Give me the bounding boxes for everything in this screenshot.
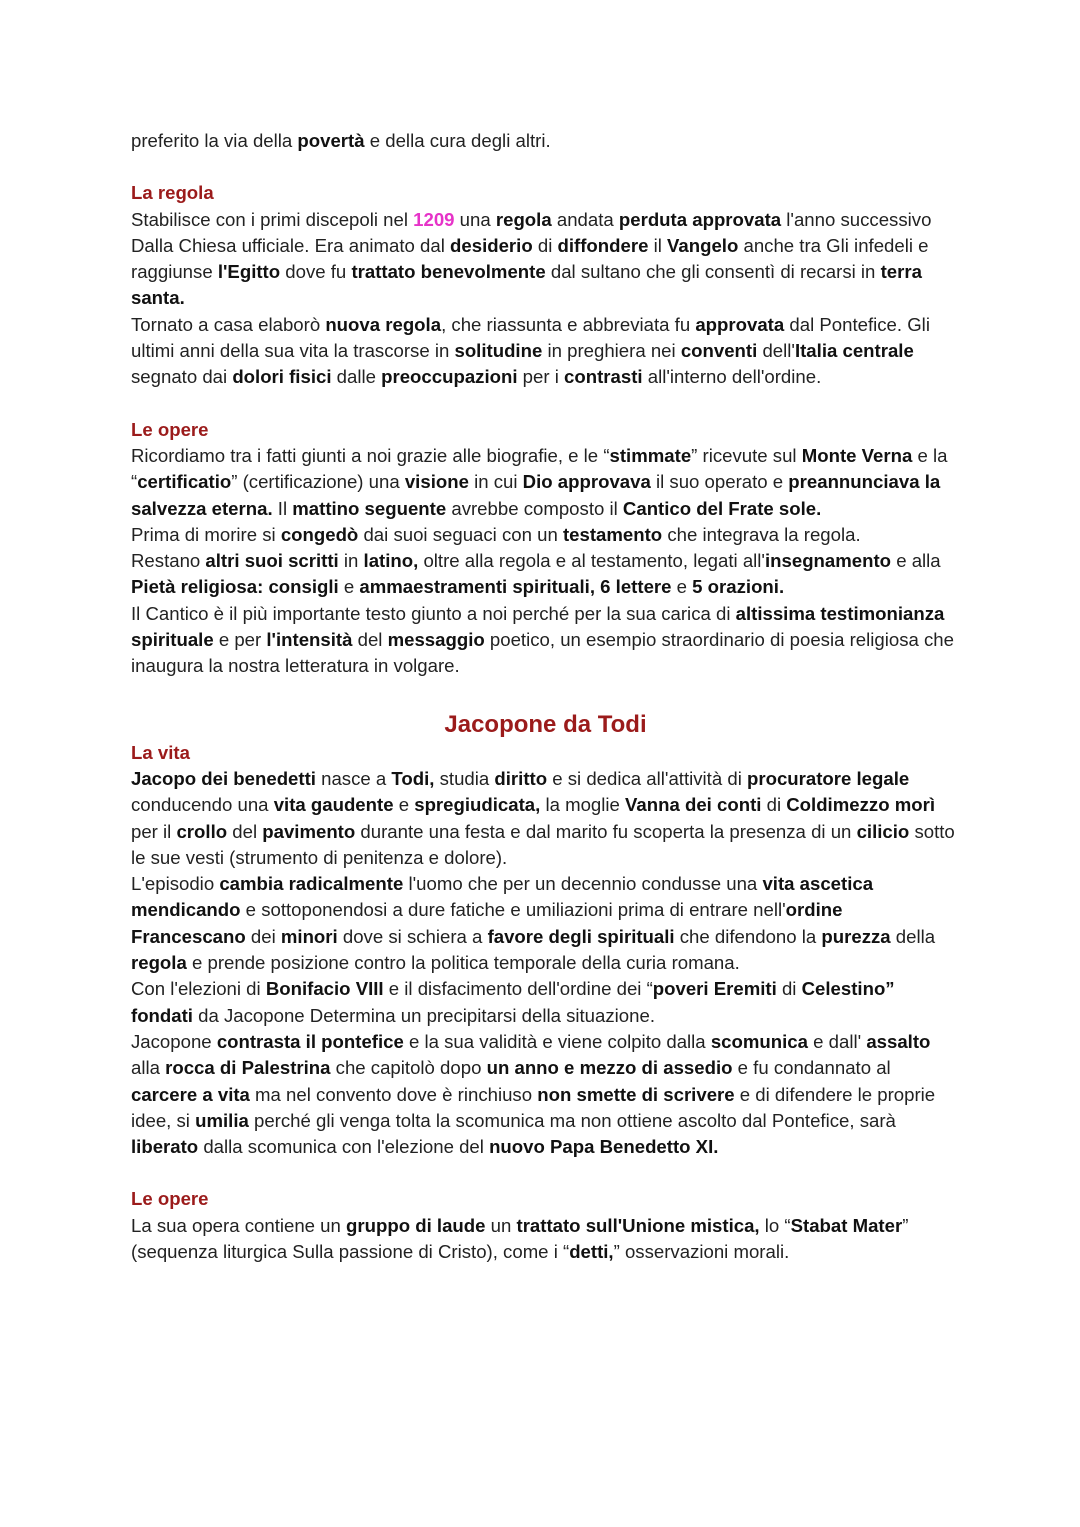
bold-text: Celestino” fondati <box>131 978 895 1026</box>
text-run: alla <box>131 1057 166 1079</box>
bold-text: testamento <box>562 523 663 545</box>
bold-text: vita ascetica mendicando <box>131 873 874 921</box>
text-run: e sottoponendosi a dure fatiche e umiliazioni prima di entrare nell' <box>240 899 786 921</box>
text-run: Tornato a casa elaborò <box>131 313 326 335</box>
text-run: in preghiera nei <box>542 340 681 362</box>
section-heading: Le opere <box>131 1188 209 1210</box>
bold-text: spregiudicata, <box>414 794 541 816</box>
text-run: la moglie <box>540 794 626 816</box>
bold-text: approvata <box>695 313 785 335</box>
paragraph <box>131 522 960 548</box>
section-heading: La vita <box>131 741 190 763</box>
text-run: Il <box>272 497 293 519</box>
text-run: per il <box>131 820 177 842</box>
text-run: e il disfacimento dell'ordine dei “ <box>383 978 653 1000</box>
text-run: che difendono la <box>674 925 822 947</box>
bold-text: diritto <box>494 767 548 789</box>
bold-text: assalto <box>866 1030 931 1052</box>
text-run: e la “ <box>131 444 948 493</box>
bold-text: l'Egitto <box>217 261 281 283</box>
bold-text: mattino seguente <box>292 497 447 519</box>
bold-text: desiderio <box>450 234 533 256</box>
bold-text: minori <box>280 925 338 947</box>
bold-text: gruppo di laude <box>346 1214 486 1236</box>
bold-text: povertà <box>297 130 365 151</box>
bold-text: Coldimezzo morì <box>786 794 936 816</box>
text-run: poetico, un esempio straordinario di poesia religiosa che inaugura la nostra letteratura in volgare. <box>131 629 954 677</box>
paragraph <box>131 1029 960 1160</box>
section-jacopone-opere <box>131 1186 960 1265</box>
bold-text: solitudine <box>454 340 543 362</box>
text-run: della <box>890 925 936 947</box>
text-run: che integrava la regola. <box>662 523 861 545</box>
bold-text: poveri Eremiti <box>652 978 777 1000</box>
bold-text: altissima testimonianza spirituale <box>131 602 945 651</box>
text-run: il <box>648 234 668 256</box>
text-run: dell' <box>757 340 795 362</box>
bold-text: ammaestramenti spirituali, 6 lettere <box>359 576 672 598</box>
text-run: un <box>485 1214 517 1236</box>
section-la-vita <box>131 740 960 1161</box>
paragraph <box>131 207 960 312</box>
text-run: dalle <box>331 366 382 388</box>
text-run: L'episodio <box>131 873 220 895</box>
text-run: in cui <box>468 471 523 493</box>
bold-text: umilia <box>195 1109 249 1131</box>
text-run: dalla scomunica con l'elezione del <box>198 1136 490 1158</box>
text-run: e di difendere le proprie idee, si <box>131 1083 936 1131</box>
text-run: lo “ <box>759 1214 791 1236</box>
text-run: di <box>776 978 802 1000</box>
text-run: e della cura degli altri. <box>364 130 551 151</box>
bold-text: detti, <box>569 1240 614 1262</box>
highlighted-text: 1209 <box>413 208 455 230</box>
paragraph <box>131 871 960 976</box>
paragraph <box>131 601 960 680</box>
bold-text: rocca di Palestrina <box>165 1057 331 1079</box>
section-la-regola <box>131 180 960 390</box>
bold-text: Vangelo <box>667 234 739 256</box>
bold-text: preoccupazioni <box>381 366 518 388</box>
paragraph <box>131 548 960 601</box>
bold-text: Stabat Mater <box>790 1214 903 1236</box>
text-run: da Jacopone Determina un precipitarsi della situazione. <box>192 1004 655 1026</box>
text-run: ” osservazioni morali. <box>613 1240 790 1262</box>
text-run: e <box>671 576 693 598</box>
bold-text: un anno e mezzo di assedio <box>486 1057 733 1079</box>
bold-text: vita gaudente <box>273 794 394 816</box>
bold-text: scomunica <box>710 1030 808 1052</box>
bold-text: Italia centrale <box>794 340 914 362</box>
text-run: che capitolò dopo <box>330 1057 487 1079</box>
text-run: e prende posizione contro la politica temporale della curia romana. <box>186 952 740 974</box>
bold-text: ordine Francescano <box>131 899 843 947</box>
bold-text: conventi <box>680 340 758 362</box>
text-run: ma nel convento dove è rinchiuso <box>249 1083 538 1105</box>
paragraph <box>131 766 960 871</box>
bold-text: certificatio <box>137 471 232 493</box>
bold-text: 5 orazioni. <box>692 576 785 598</box>
bold-text: nuovo Papa Benedetto XI. <box>489 1136 719 1158</box>
text-run: Il Cantico è il più importante testo giunto a noi perché per la sua carica di <box>131 602 736 624</box>
text-run: dove fu <box>280 261 352 283</box>
bold-text: diffondere <box>557 234 649 256</box>
bold-text: contrasta il pontefice <box>216 1030 404 1052</box>
text-run: e fu condannato al <box>732 1057 891 1079</box>
text-run: ” ricevute sul <box>691 444 802 466</box>
text-run: ” (sequenza liturgica Sulla passione di Cristo), come i “ <box>131 1214 909 1262</box>
bold-text: visione <box>404 471 469 493</box>
bold-text: latino, <box>363 550 419 572</box>
section-heading: Le opere <box>131 418 209 440</box>
text-run: in <box>338 550 364 572</box>
text-run: conducendo una <box>131 794 274 816</box>
text-run: perché gli venga tolta la scomunica ma non ottiene ascolto dal Pontefice, sarà <box>248 1109 896 1131</box>
text-run: del <box>352 629 388 651</box>
text-run: il suo operato e <box>650 471 789 493</box>
paragraph <box>131 976 960 1029</box>
bold-text: Vanna dei conti <box>625 794 762 816</box>
bold-text: purezza <box>821 925 891 947</box>
text-run: Prima di morire si <box>131 523 281 545</box>
bold-text: cambia radicalmente <box>219 873 404 895</box>
bold-text: stimmate <box>609 444 692 466</box>
text-run: La sua opera contiene un <box>131 1214 347 1236</box>
text-run: preferito la via della <box>131 130 298 151</box>
bold-text: crollo <box>176 820 228 842</box>
intro-paragraph <box>131 128 960 154</box>
bold-text: terra santa. <box>131 261 922 309</box>
text-run: , che riassunta e abbreviata fu <box>441 313 696 335</box>
text-run: Restano <box>131 550 206 572</box>
text-run: e la sua validità e viene colpito dalla <box>403 1030 711 1052</box>
text-run: dei <box>245 925 281 947</box>
bold-text: carcere a vita <box>131 1083 250 1105</box>
text-run: dal Pontefice. Gli ultimi anni della sua vita la trascorse in <box>131 313 930 362</box>
text-run: per i <box>517 366 565 388</box>
text-run: di <box>532 234 558 256</box>
bold-text: perduta approvata <box>618 208 782 230</box>
bold-text: regola <box>131 952 187 974</box>
bold-text: liberato <box>131 1136 199 1158</box>
bold-text: pavimento <box>262 820 356 842</box>
text-run: e per <box>213 629 267 651</box>
text-run: Stabilisce con i primi discepoli nel <box>131 208 414 230</box>
bold-text: trattato benevolmente <box>351 261 546 283</box>
text-run: durante una festa e dal marito fu scoperta la presenza di un <box>355 820 857 842</box>
bold-text: congedò <box>280 523 359 545</box>
bold-text: Pietà religiosa: consigli <box>131 576 339 598</box>
text-run: l'anno successivo Dalla Chiesa ufficiale. Era animato dal <box>131 208 932 256</box>
bold-text: Todi, <box>391 767 435 789</box>
bold-text: procuratore legale <box>747 767 910 789</box>
bold-text: l'intensità <box>266 629 353 651</box>
bold-text: favore degli spirituali <box>487 925 675 947</box>
bold-text: preannunciava la salvezza eterna. <box>131 471 941 519</box>
text-run: Con l'elezioni di <box>131 978 266 1000</box>
text-run: dai suoi seguaci con un <box>358 523 563 545</box>
bold-text: Cantico del Frate sole. <box>622 497 822 519</box>
section-heading: La regola <box>131 182 214 204</box>
bold-text: Jacopo dei benedetti <box>131 767 316 789</box>
text-run: oltre alla regola e al testamento, legati all' <box>418 550 765 572</box>
text-run: studia <box>434 767 495 789</box>
text-run: andata <box>551 208 619 230</box>
text-run: segnato dai <box>131 366 233 388</box>
bold-text: Bonifacio VIII <box>265 978 384 1000</box>
bold-text: cilicio <box>856 820 910 842</box>
text-run: dove si schiera a <box>337 925 488 947</box>
bold-text: altri suoi scritti <box>205 550 339 572</box>
bold-text: regola <box>495 208 552 230</box>
paragraph <box>131 1213 960 1266</box>
bold-text: contrasti <box>564 366 643 388</box>
text-run: e <box>393 794 415 816</box>
text-run: Ricordiamo tra i fatti giunti a noi grazie alle biografie, e le “ <box>131 444 610 466</box>
text-run: del <box>227 820 263 842</box>
bold-text: dolori fisici <box>232 366 332 388</box>
text-run: e si dedica all'attività di <box>547 767 747 789</box>
bold-text: messaggio <box>387 629 485 651</box>
text-run: sotto le sue vesti (strumento di penitenza e dolore). <box>131 820 955 868</box>
text-run: anche tra Gli infedeli e raggiunse <box>131 234 929 283</box>
bold-text: Monte Verna <box>801 444 913 466</box>
text-run: e <box>338 576 360 598</box>
text-run: nasce a <box>315 767 392 789</box>
text-run: di <box>761 794 787 816</box>
text-run: una <box>454 208 496 230</box>
text-run: all'interno dell'ordine. <box>642 366 822 388</box>
text-run: l'uomo che per un decennio condusse una <box>403 873 763 895</box>
text-run: e dall' <box>807 1030 867 1052</box>
paragraph <box>131 443 960 522</box>
paragraph <box>131 312 960 391</box>
text-run: e alla <box>891 550 941 572</box>
bold-text: Dio approvava <box>522 471 651 493</box>
bold-text: non smette di scrivere <box>537 1083 735 1105</box>
bold-text: insegnamento <box>764 550 892 572</box>
bold-text: nuova regola <box>325 313 442 335</box>
section-le-opere <box>131 417 960 680</box>
text-run: ” (certificazione) una <box>231 471 405 493</box>
text-run: dal sultano che gli consentì di recarsi in <box>545 261 881 283</box>
bold-text: trattato sull'Unione mistica, <box>516 1214 760 1236</box>
document-title: Jacopone da Todi <box>444 710 647 738</box>
text-run: avrebbe composto il <box>446 497 623 519</box>
text-run: Jacopone <box>131 1030 217 1052</box>
